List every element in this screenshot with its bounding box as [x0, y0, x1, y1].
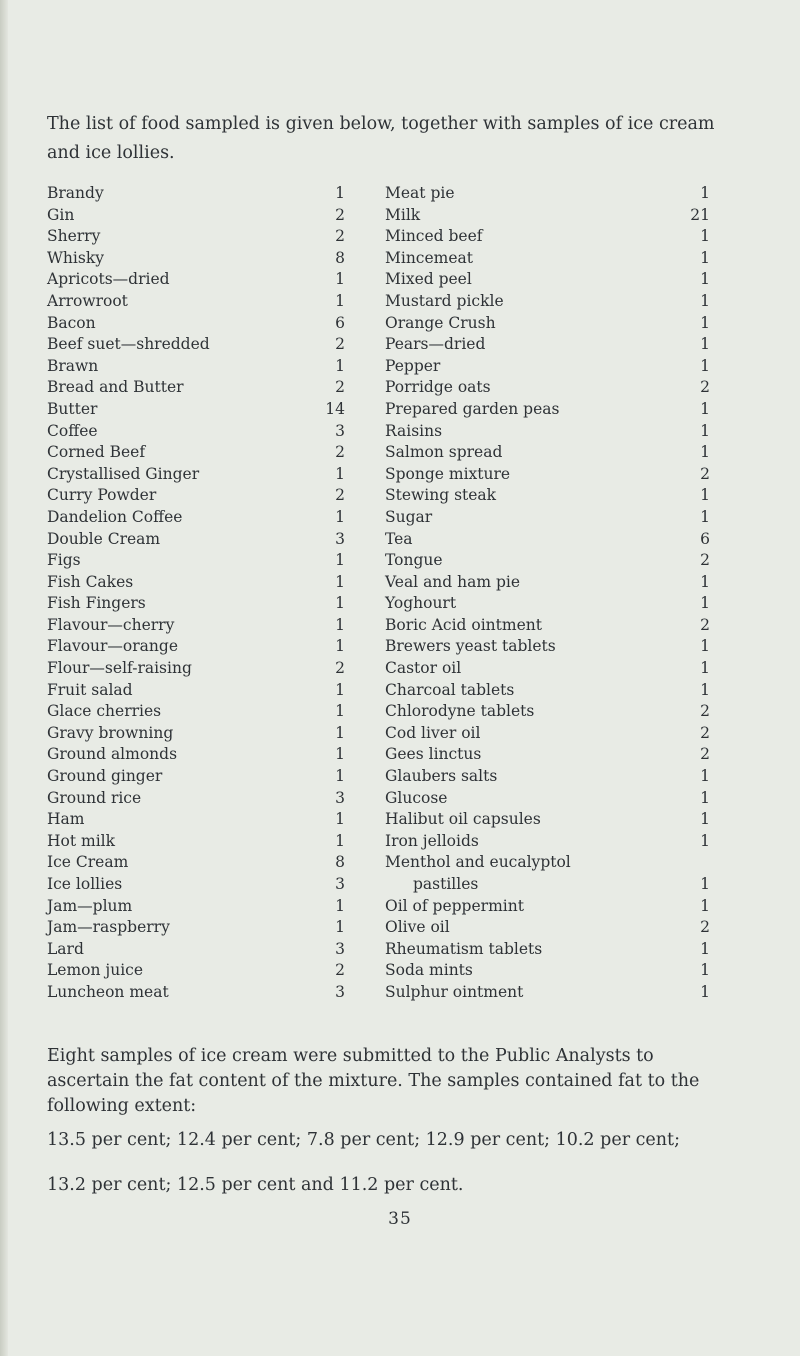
food-list-row — [385, 874, 710, 896]
food-item-sample-count: 1 — [335, 356, 345, 375]
intro-paragraph: The list of food sampled is given below, together with samples of ice cream and ice lollies. — [47, 114, 715, 163]
food-item-name: Luncheon meat — [47, 982, 169, 1001]
food-list-row — [385, 464, 710, 486]
food-item-sample-count: 2 — [700, 615, 710, 634]
food-item-name: Boric Acid ointment — [385, 615, 542, 634]
food-item-sample-count: 8 — [335, 853, 345, 872]
food-item-name: pastilles — [413, 875, 479, 893]
food-item-name: Lemon juice — [47, 961, 144, 980]
food-list-row — [47, 593, 345, 615]
food-item-sample-count: 1 — [335, 637, 345, 656]
food-item-name: Orange Crush — [385, 313, 496, 332]
food-list-row — [385, 442, 710, 464]
food-list-row — [385, 809, 710, 831]
food-list-row — [385, 982, 710, 1004]
food-item-sample-count: 2 — [700, 551, 710, 570]
food-item-sample-count: 1 — [700, 443, 710, 462]
food-item-sample-count: 8 — [335, 248, 345, 267]
food-item-sample-count: 1 — [335, 723, 345, 742]
food-item-sample-count: 2 — [335, 335, 345, 354]
food-list-row — [385, 831, 710, 853]
food-list-row — [47, 939, 345, 961]
food-list-row — [47, 356, 345, 378]
food-item-name: Jam—raspberry — [47, 918, 170, 937]
food-item-name: Chlorodyne tablets — [385, 702, 535, 721]
food-list-row — [47, 377, 345, 399]
food-item-name: Sugar — [385, 507, 433, 526]
food-item-sample-count: 2 — [700, 378, 710, 397]
food-item-sample-count: 2 — [700, 723, 710, 742]
food-item-name: Whisky — [47, 248, 104, 267]
fat-content-results-line-2: 13.2 per cent; 12.5 per cent and 11.2 per cent. — [47, 1175, 464, 1195]
food-item-name: Brewers yeast tablets — [385, 637, 556, 656]
food-item-sample-count: 14 — [325, 399, 345, 418]
food-item-name: Dandelion Coffee — [47, 507, 183, 526]
food-item-sample-count: 2 — [335, 205, 345, 224]
food-item-name: Halibut oil capsules — [385, 810, 541, 829]
food-item-sample-count: 1 — [335, 745, 345, 764]
food-item-name: Gees linctus — [385, 745, 482, 764]
food-list-row — [47, 248, 345, 270]
food-list-row — [385, 550, 710, 572]
food-list-left-column — [47, 183, 345, 1004]
food-item-name: Mustard pickle — [385, 291, 504, 310]
food-list-row — [385, 658, 710, 680]
food-item-name: Glaubers salts — [385, 767, 498, 786]
food-list-row — [47, 529, 345, 551]
food-list-row — [385, 744, 710, 766]
food-item-name: Sulphur ointment — [385, 982, 524, 1001]
food-item-sample-count: 1 — [335, 810, 345, 829]
food-item-sample-count: 1 — [700, 659, 710, 678]
food-item-name: Flour—self-raising — [47, 659, 192, 678]
food-item-sample-count: 1 — [335, 507, 345, 526]
food-item-name: Pears—dried — [385, 335, 486, 354]
food-item-sample-count: 1 — [335, 615, 345, 634]
food-list-row — [47, 852, 345, 874]
food-list-row — [47, 982, 345, 1004]
food-item-name: Tongue — [385, 551, 443, 570]
food-list-row — [385, 529, 710, 551]
food-list-row — [47, 399, 345, 421]
food-item-sample-count: 6 — [700, 529, 710, 548]
food-item-sample-count: 1 — [700, 291, 710, 310]
food-list-row — [47, 744, 345, 766]
food-list-row — [47, 701, 345, 723]
ice-cream-analysis-paragraph: Eight samples of ice cream were submitted to the Public Analysts to ascertain the fat content of the mixture. The samples contained fat to the following extent: — [47, 1046, 700, 1116]
food-item-sample-count: 1 — [335, 767, 345, 786]
food-list-row — [47, 831, 345, 853]
food-item-name: Bread and Butter — [47, 378, 184, 397]
food-item-name: Flavour—cherry — [47, 615, 175, 634]
food-item-name: Veal and ham pie — [385, 572, 521, 591]
food-list-row — [385, 334, 710, 356]
food-list-row — [47, 226, 345, 248]
food-list-row — [385, 507, 710, 529]
food-list-row — [385, 205, 710, 227]
food-item-name: Ground rice — [47, 788, 142, 807]
food-item-sample-count: 2 — [335, 486, 345, 505]
food-item-sample-count: 1 — [335, 572, 345, 591]
food-item-name: Cod liver oil — [385, 723, 481, 742]
food-list-row — [385, 377, 710, 399]
food-item-sample-count: 3 — [335, 982, 345, 1001]
food-item-sample-count: 1 — [335, 464, 345, 483]
food-item-sample-count: 1 — [335, 270, 345, 289]
food-item-name: Glace cherries — [47, 702, 162, 721]
food-item-sample-count: 1 — [700, 313, 710, 332]
food-item-sample-count: 3 — [335, 421, 345, 440]
food-item-sample-count: 1 — [700, 982, 710, 1001]
food-list-row — [47, 788, 345, 810]
food-list-row — [47, 874, 345, 896]
food-item-sample-count: 1 — [335, 184, 345, 202]
food-item-name: Minced beef — [385, 227, 483, 246]
food-item-name: Soda mints — [385, 961, 473, 980]
food-item-name: Stewing steak — [385, 486, 497, 505]
food-item-sample-count: 1 — [700, 939, 710, 958]
food-list-row — [385, 615, 710, 637]
food-list-row — [47, 680, 345, 702]
food-item-name: Apricots—dried — [47, 270, 170, 289]
food-item-name: Double Cream — [47, 529, 161, 548]
food-list-row — [385, 896, 710, 918]
food-list-row — [385, 917, 710, 939]
food-item-name: Beef suet—shredded — [47, 335, 210, 354]
food-item-sample-count: 1 — [700, 270, 710, 289]
food-list-row — [385, 356, 710, 378]
food-item-sample-count: 2 — [700, 702, 710, 721]
food-item-name: Meat pie — [385, 184, 455, 202]
food-list-row — [385, 291, 710, 313]
food-item-name: Flavour—orange — [47, 637, 178, 656]
food-item-sample-count: 1 — [700, 961, 710, 980]
food-item-name: Gin — [47, 205, 75, 224]
food-item-name: Charcoal tablets — [385, 680, 515, 699]
food-item-name: Ground almonds — [47, 745, 178, 764]
food-item-name: Mixed peel — [385, 270, 472, 289]
food-item-sample-count: 1 — [700, 680, 710, 699]
food-item-name: Arrowroot — [47, 291, 128, 310]
page-number: 35 — [388, 1209, 412, 1229]
food-list-row — [385, 485, 710, 507]
food-item-name: Tea — [385, 529, 413, 548]
food-list-row — [385, 269, 710, 291]
food-item-name: Pepper — [385, 356, 441, 375]
food-item-sample-count: 1 — [700, 831, 710, 850]
food-list-row — [385, 421, 710, 443]
food-item-name: Ham — [47, 810, 85, 829]
food-list-row — [47, 766, 345, 788]
food-item-name: Crystallised Ginger — [47, 464, 200, 483]
page-binding-edge — [0, 0, 8, 1356]
food-item-name: Ground ginger — [47, 767, 163, 786]
food-item-sample-count: 1 — [700, 421, 710, 440]
food-list-right-column — [385, 183, 710, 1004]
food-item-name: Brawn — [47, 356, 99, 375]
food-list-row — [47, 723, 345, 745]
food-item-name: Curry Powder — [47, 486, 157, 505]
food-item-name: Rheumatism tablets — [385, 939, 543, 958]
food-list-row — [47, 313, 345, 335]
food-item-sample-count: 1 — [700, 486, 710, 505]
food-list-row — [47, 917, 345, 939]
food-item-sample-count: 2 — [700, 918, 710, 937]
food-item-sample-count: 1 — [335, 702, 345, 721]
food-list-row — [385, 248, 710, 270]
food-item-sample-count: 2 — [700, 745, 710, 764]
food-item-sample-count: 1 — [700, 335, 710, 354]
food-list-row — [47, 269, 345, 291]
food-item-name: Fish Cakes — [47, 572, 134, 591]
food-item-name: Oil of peppermint — [385, 896, 524, 915]
food-item-sample-count: 2 — [335, 378, 345, 397]
food-item-name: Bacon — [47, 313, 96, 332]
food-item-sample-count: 2 — [335, 443, 345, 462]
food-item-sample-count: 2 — [335, 227, 345, 246]
food-item-sample-count: 1 — [700, 184, 710, 202]
food-item-sample-count: 1 — [700, 767, 710, 786]
food-item-name: Fruit salad — [47, 680, 133, 699]
food-item-name: Yoghourt — [385, 594, 457, 613]
food-item-name: Salmon spread — [385, 443, 503, 462]
food-item-sample-count: 3 — [335, 788, 345, 807]
food-list-row — [47, 615, 345, 637]
food-item-sample-count: 2 — [335, 659, 345, 678]
food-list-row — [47, 205, 345, 227]
food-list-row — [385, 788, 710, 810]
food-item-name: Milk — [385, 205, 421, 224]
food-item-sample-count: 1 — [700, 227, 710, 246]
food-list-row — [385, 680, 710, 702]
food-item-name: Menthol and eucalyptol — [385, 853, 571, 872]
food-item-name: Olive oil — [385, 918, 450, 937]
food-item-sample-count: 21 — [690, 205, 710, 224]
food-list-row — [385, 183, 710, 205]
food-list-row — [47, 485, 345, 507]
food-list-row — [47, 442, 345, 464]
food-item-name: Porridge oats — [385, 378, 491, 397]
food-item-name: Raisins — [385, 421, 443, 440]
food-item-sample-count: 1 — [700, 507, 710, 526]
food-item-sample-count: 1 — [700, 399, 710, 418]
food-item-name: Butter — [47, 399, 98, 418]
food-item-name: Corned Beef — [47, 443, 146, 462]
food-item-sample-count: 1 — [700, 572, 710, 591]
food-item-name: Coffee — [47, 421, 98, 440]
food-item-sample-count: 1 — [700, 896, 710, 915]
food-item-sample-count: 2 — [700, 464, 710, 483]
food-list-row — [47, 896, 345, 918]
food-item-name: Mincemeat — [385, 248, 474, 267]
food-item-name: Glucose — [385, 788, 448, 807]
food-list-row — [47, 291, 345, 313]
food-item-sample-count: 1 — [335, 918, 345, 937]
food-list-row — [385, 701, 710, 723]
food-item-name: Iron jelloids — [385, 831, 479, 850]
food-list-row — [385, 636, 710, 658]
food-item-name: Castor oil — [385, 659, 462, 678]
food-item-sample-count: 1 — [700, 637, 710, 656]
food-list-row — [385, 766, 710, 788]
food-list-row — [47, 809, 345, 831]
food-item-name: Lard — [47, 939, 84, 958]
food-list-row — [47, 183, 345, 205]
food-item-sample-count: 1 — [700, 356, 710, 375]
food-list-row — [47, 550, 345, 572]
food-list-row — [47, 464, 345, 486]
food-item-name: Sherry — [47, 227, 101, 246]
food-item-sample-count: 1 — [335, 896, 345, 915]
food-item-sample-count: 1 — [700, 788, 710, 807]
food-list-row — [47, 507, 345, 529]
food-list-row — [385, 593, 710, 615]
food-item-sample-count: 1 — [700, 594, 710, 613]
food-item-sample-count: 3 — [335, 529, 345, 548]
food-item-name: Hot milk — [47, 831, 116, 850]
food-list-row — [47, 636, 345, 658]
food-list-row — [47, 658, 345, 680]
food-list-row — [47, 572, 345, 594]
fat-content-results-line-1: 13.5 per cent; 12.4 per cent; 7.8 per cent; 12.9 per cent; 10.2 per cent; — [47, 1130, 680, 1150]
food-item-name: Prepared garden peas — [385, 399, 560, 418]
food-list-row — [385, 939, 710, 961]
food-item-sample-count: 1 — [335, 594, 345, 613]
food-item-name: Ice Cream — [47, 853, 129, 872]
food-item-sample-count: 3 — [335, 939, 345, 958]
food-item-name: Sponge mixture — [385, 464, 511, 483]
food-list-row — [385, 399, 710, 421]
food-list-row — [385, 572, 710, 594]
food-item-name: Brandy — [47, 184, 104, 202]
food-item-sample-count: 3 — [335, 875, 345, 893]
food-list-row — [385, 313, 710, 335]
food-list-row — [47, 421, 345, 443]
food-item-sample-count: 1 — [335, 680, 345, 699]
food-item-sample-count: 1 — [700, 875, 710, 893]
food-item-name: Figs — [47, 551, 81, 570]
food-item-name: Gravy browning — [47, 723, 174, 742]
food-item-name: Jam—plum — [47, 896, 133, 915]
food-item-sample-count: 2 — [335, 961, 345, 980]
food-list-row — [47, 960, 345, 982]
food-item-sample-count: 1 — [700, 810, 710, 829]
food-item-name: Ice lollies — [47, 875, 123, 893]
food-item-sample-count: 1 — [700, 248, 710, 267]
food-item-sample-count: 1 — [335, 551, 345, 570]
food-list-row — [385, 852, 710, 874]
food-list-row — [385, 960, 710, 982]
food-list-row — [47, 334, 345, 356]
food-item-name: Fish Fingers — [47, 594, 146, 613]
food-item-sample-count: 6 — [335, 313, 345, 332]
food-item-sample-count: 1 — [335, 831, 345, 850]
food-list-row — [385, 723, 710, 745]
food-item-sample-count: 1 — [335, 291, 345, 310]
food-list-row — [385, 226, 710, 248]
